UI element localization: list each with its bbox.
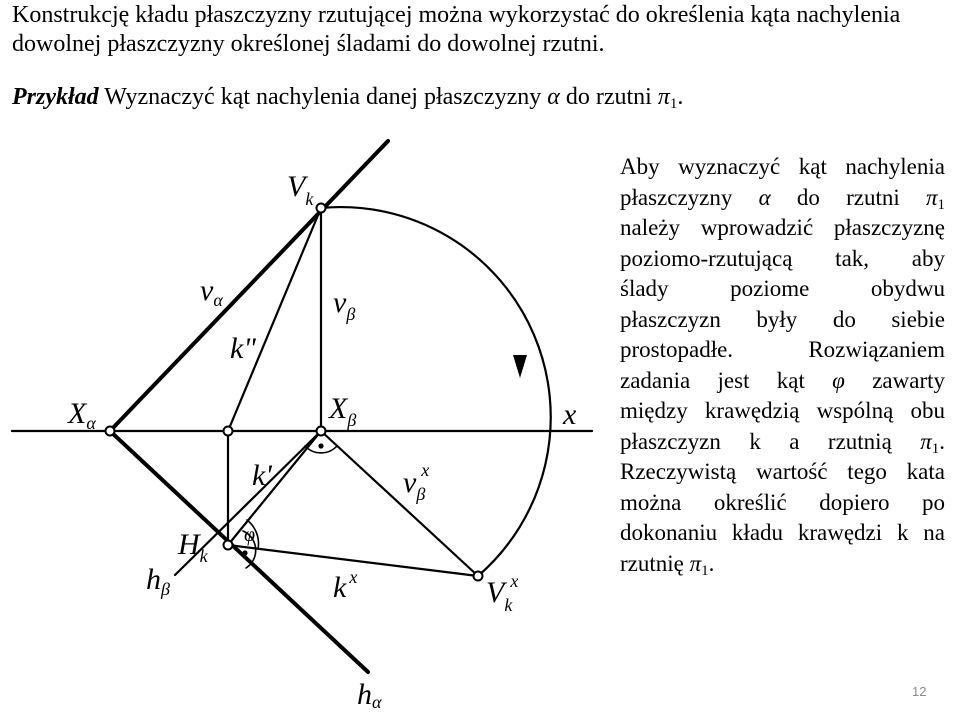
para-l14a: rzutnię: [620, 550, 690, 576]
label-xb: $X_\beta$: [329, 392, 357, 430]
para-line-9: między krawędzią wspólną obu: [620, 398, 945, 423]
trace-v-beta-x: [321, 431, 478, 576]
example-pi: π: [657, 84, 670, 110]
para-l14-pi: π: [689, 550, 702, 576]
para-l8b: zawarty: [844, 367, 945, 393]
para-line-13: dokonaniu kładu krawędzi k na: [620, 520, 945, 545]
example-alpha: α: [547, 84, 560, 110]
label-h-alpha: hα: [357, 678, 382, 712]
para-line-3: należy wprowadzić płaszczyznę: [620, 215, 945, 240]
para-line-4: poziomo-rzutującą tak, aby: [620, 245, 945, 271]
para-line-1: Aby wyznaczyć kąt nachylenia: [620, 154, 945, 179]
right-angle-dot-hk: [242, 550, 247, 555]
label-vk: $V_k$: [287, 170, 314, 209]
point-hk: [224, 541, 233, 550]
intro-line-1: Konstrukcję kładu płaszczyzny rzutującej można wykorzystać do określenia kąta nachylenia: [12, 2, 901, 28]
para-line-11: Rzeczywistą wartość tego kata: [620, 459, 945, 484]
para-l2b: do rzutni: [770, 184, 926, 210]
para-pi-sub: 1: [937, 196, 945, 213]
para-l10-sub: 1: [931, 440, 940, 457]
label-k-prime: k': [252, 459, 272, 492]
para-l8a: zadania jest kąt: [620, 367, 833, 393]
right-angle-dot-xb: [318, 443, 323, 448]
para-l10-pi: π: [920, 428, 932, 454]
para-alpha: α: [758, 184, 771, 210]
para-l10-end: .: [939, 428, 945, 454]
para-line-12: można określić dopiero po: [620, 489, 945, 515]
label-v-beta: $v_\beta$: [333, 286, 356, 324]
example-text: Wyznaczyć kąt nachylenia danej płaszczyzny: [98, 84, 548, 110]
label-k-x: k $^x$: [333, 567, 358, 604]
label-v-alpha: $v_\alpha$: [200, 274, 223, 310]
arc-arrow-icon: [513, 355, 527, 378]
example-pi-sub: 1: [669, 96, 678, 112]
para-pi: π: [925, 184, 938, 210]
point-vkx: [474, 572, 483, 581]
para-l14-end: .: [708, 550, 715, 576]
edge-k-double-prime: [228, 208, 321, 431]
label-v-beta-x: $v_\beta x$: [403, 460, 430, 504]
rotation-arc: [321, 207, 551, 576]
label-vkx: $V_kx$: [486, 571, 519, 615]
label-h-beta: $h_\beta$: [146, 563, 170, 599]
label-phi: φ: [244, 524, 256, 546]
point-xb: [317, 427, 326, 436]
page-number: 12: [912, 684, 927, 699]
example-end: .: [677, 84, 684, 110]
intro-line-2: dowolnej płaszczyzny określonej śladami do dowolnej rzutni.: [12, 31, 605, 57]
para-l2a: płaszczyzny: [620, 184, 759, 210]
para-line-7: prostopadłe. Rozwiązaniem: [620, 337, 945, 362]
label-k-double-prime: k": [230, 332, 256, 365]
label-hk: $H_k$: [178, 528, 208, 566]
point-k-end: [224, 427, 233, 436]
label-x-axis: x: [563, 398, 577, 431]
para-line-5: ślady poziome obydwu: [620, 276, 945, 301]
example-label: Przykład: [12, 84, 99, 110]
para-l14-sub: 1: [701, 562, 709, 579]
point-xa: [106, 427, 115, 436]
para-l10a: płaszczyzn k a rzutnią: [620, 428, 921, 454]
para-line-6: płaszczyzn były do siebie: [620, 306, 945, 332]
para-phi: φ: [832, 367, 845, 393]
label-xa: $X_\alpha$: [68, 397, 96, 433]
trace-h-alpha: [110, 431, 368, 672]
example-mid: do rzutni: [559, 84, 658, 110]
point-vk: [317, 204, 326, 213]
